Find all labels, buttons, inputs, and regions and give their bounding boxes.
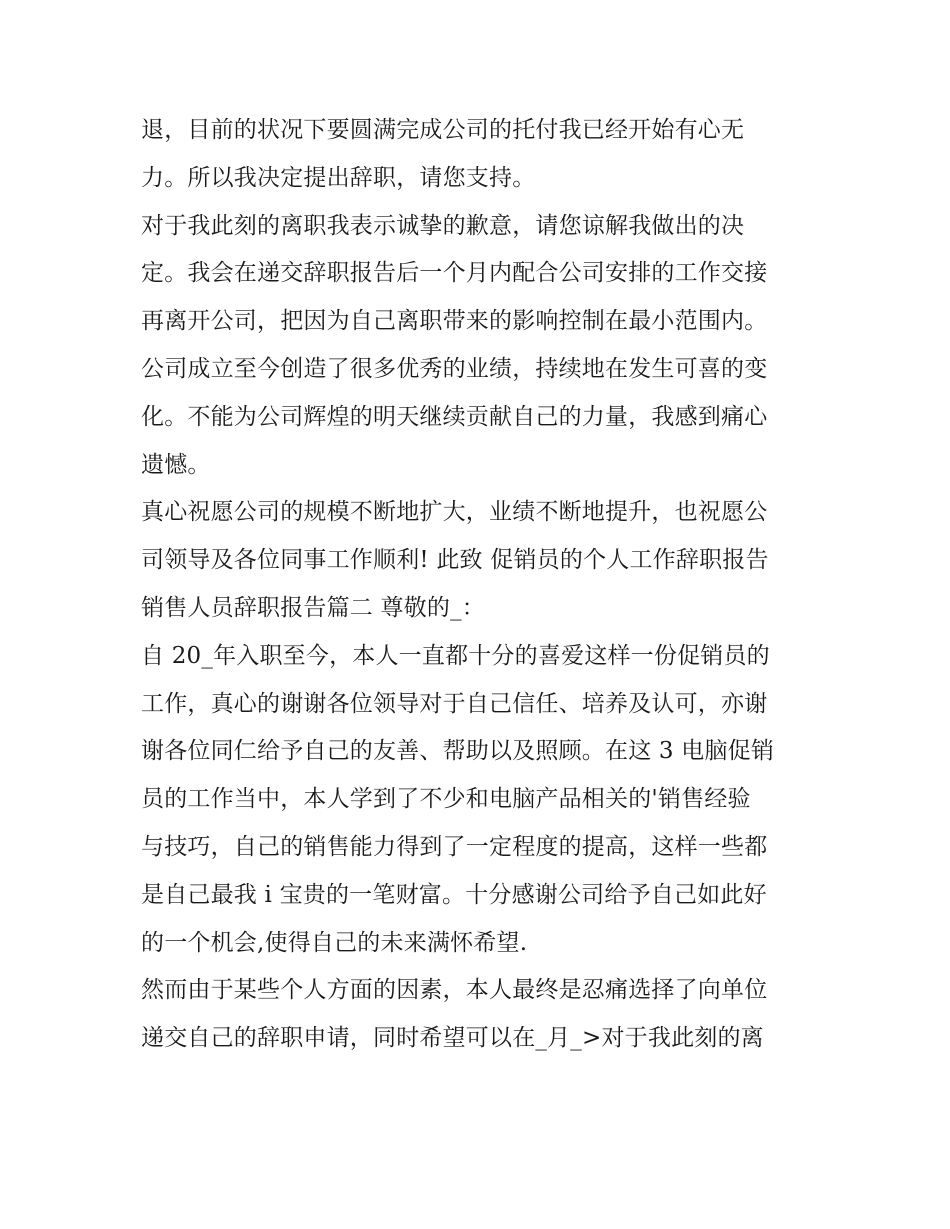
text-line: 真心祝愿公司的规模不断地扩大，业绩不断地提升，也祝愿公 xyxy=(141,499,768,526)
text-line: 工作，真心的谢谢各位领导对于自己信任、培养及认可，亦谢 xyxy=(141,690,768,717)
document-body xyxy=(141,107,821,1063)
text-line: 自 20_年入职至今，本人一直都十分的喜爱这样一份促销员的 xyxy=(141,642,770,669)
text-line: 与技巧，自己的销售能力得到了一定程度的提高，这样一些都 xyxy=(141,833,768,860)
text-line: 员的工作当中，本人学到了不少和电脑产品相关的'销售经验 xyxy=(141,786,751,813)
text-line: 遗憾。 xyxy=(141,451,211,478)
text-line: 递交自己的辞职申请，同时希望可以在_月_>对于我此刻的离 xyxy=(141,1025,764,1052)
text-line: 公司成立至今创造了很多优秀的业绩，持续地在发生可喜的变 xyxy=(141,355,768,382)
text-line: 对于我此刻的离职我表示诚挚的歉意，请您谅解我做出的决 xyxy=(141,212,745,239)
text-line: 定。我会在递交辞职报告后一个月内配合公司安排的工作交接 xyxy=(141,260,768,287)
text-line: 力。所以我决定提出辞职，请您支持。 xyxy=(141,164,536,191)
text-line: 是自己最我 i 宝贵的一笔财富。十分感谢公司给予自己如此好 xyxy=(141,881,767,908)
text-line: 的一个机会,使得自己的未来满怀希望. xyxy=(141,929,528,956)
text-line: 销售人员辞职报告篇二 尊敬的_： xyxy=(141,594,486,621)
text-line: 退，目前的状况下要圆满完成公司的托付我已经开始有心无 xyxy=(141,117,745,143)
text-line: 再离开公司，把因为自己离职带来的影响控制在最小范围内。 xyxy=(141,308,768,335)
text-line: 然而由于某些个人方面的因素，本人最终是忍痛选择了向单位 xyxy=(141,977,768,1004)
text-line: 化。不能为公司辉煌的明天继续贡献自己的力量，我感到痛心 xyxy=(141,403,768,430)
text-line: 司领导及各位同事工作顺利! 此致 促销员的个人工作辞职报告 xyxy=(141,547,769,574)
text-line: 谢各位同仁给予自己的友善、帮助以及照顾。在这 3 电脑促销 xyxy=(141,738,775,765)
